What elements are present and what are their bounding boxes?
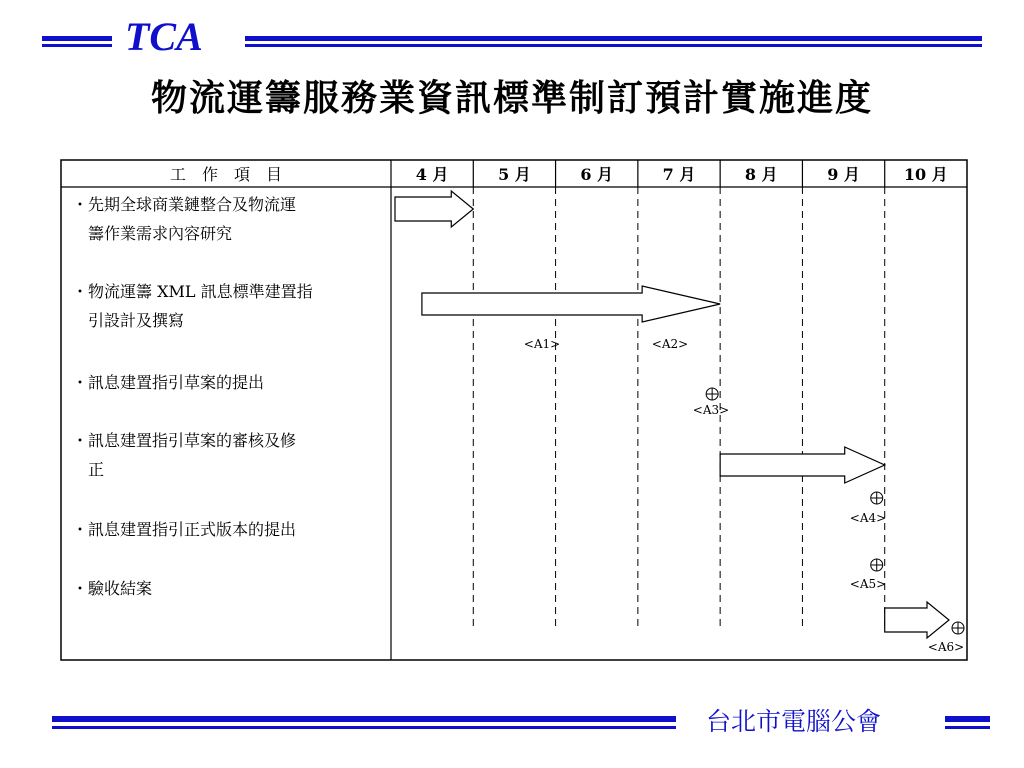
task-arrow-6 [885,602,949,638]
task-label: ・訊息建置指引草案的提出 [72,373,265,392]
task-label: ・先期全球商業鏈整合及物流運 [72,195,297,214]
milestone-label: <A4> [849,511,887,525]
month-header: 8 月 [744,165,778,184]
footer-organization: 台北市電腦公會 [706,707,882,736]
milestone-label: <A6> [927,640,965,654]
task-label: 引設計及撰寫 [88,311,185,330]
task-label: 正 [88,460,105,479]
milestone-label: <A2> [651,337,689,351]
header-work-items: 工 作 項 目 [169,165,283,184]
month-header: 10 月 [903,165,948,184]
tca-logo: TCA [125,14,203,59]
milestone-label: <A3> [692,403,730,417]
task-label: ・訊息建置指引正式版本的提出 [72,520,297,539]
month-header: 9 月 [827,165,860,184]
task-arrow-2 [422,286,720,322]
milestone-label: <A5> [849,577,887,591]
page-title: 物流運籌服務業資訊標準制訂預計實施進度 [150,77,873,119]
task-label: ・物流運籌 XML 訊息標準建置指 [72,282,313,301]
task-arrow-1 [395,191,473,227]
month-header: 5 月 [498,165,531,184]
month-header: 7 月 [662,165,696,184]
task-label: 籌作業需求內容研究 [88,224,233,243]
month-header: 6 月 [580,165,614,184]
task-label: ・訊息建置指引草案的審核及修 [72,431,297,450]
milestone-label: <A1> [523,337,561,351]
month-header: 4 月 [415,165,449,184]
task-label: ・驗收結案 [72,579,153,598]
